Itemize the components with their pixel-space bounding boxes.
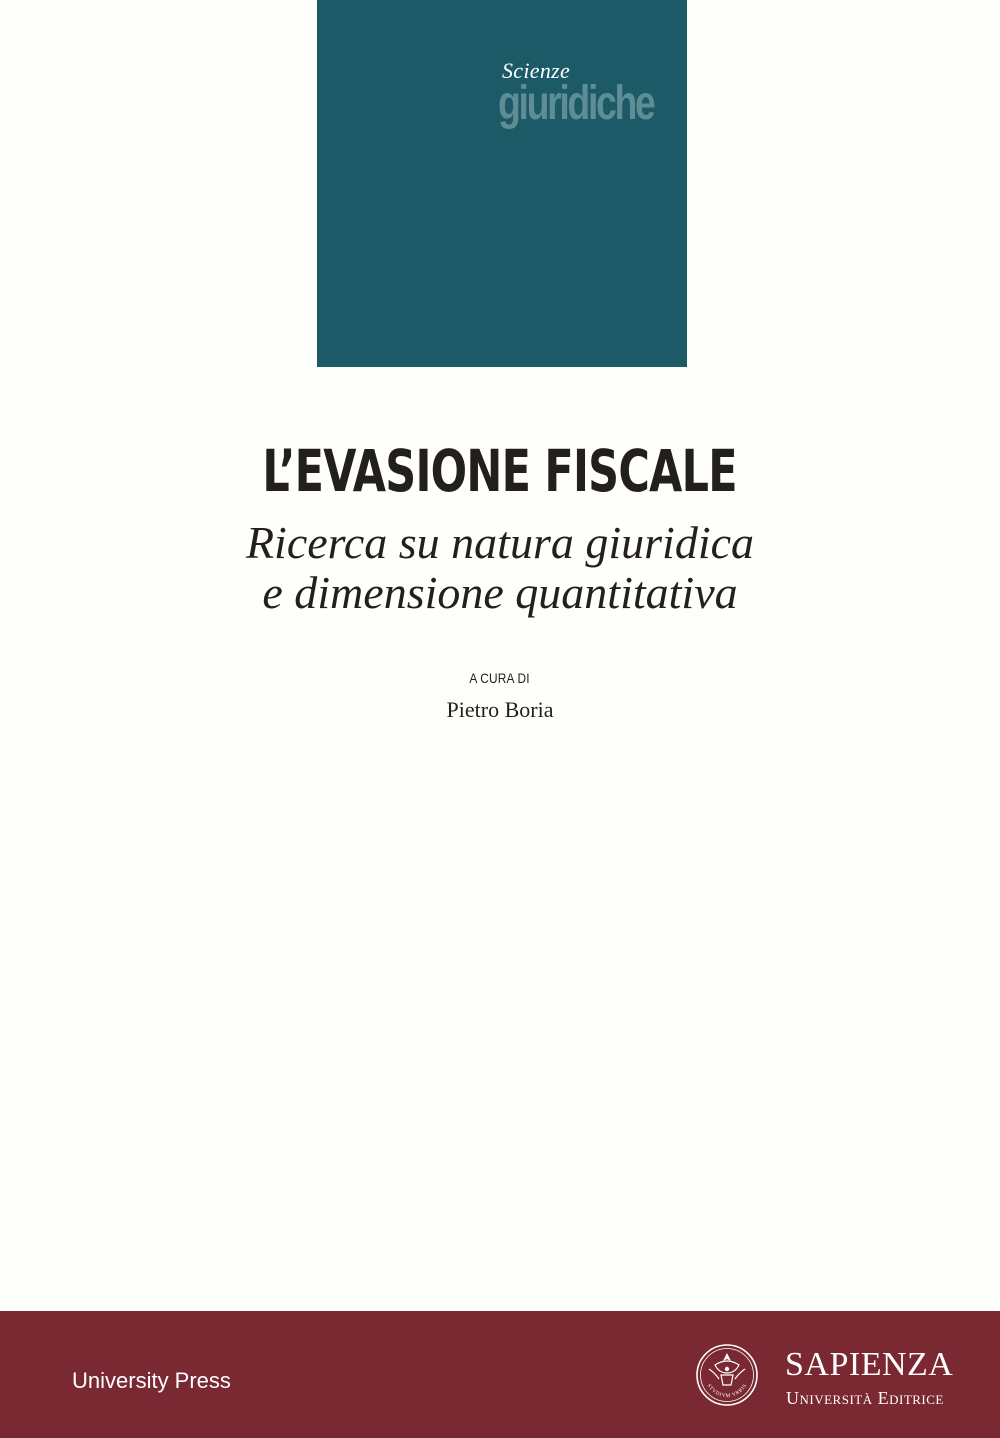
book-title: L’EVASIONE FISCALE [262,437,738,505]
curator-label: A CURA DI [469,670,531,686]
sapienza-wordmark: SAPIENZA [785,1346,954,1383]
curator-name: Pietro Boria [446,697,554,722]
series-label-giuridiche: giuridiche [498,77,654,130]
book-subtitle-line2: e dimensione quantitativa [262,567,738,618]
sapienza-subtitle: Università Editrice [786,1388,944,1408]
series-block [317,0,687,367]
book-subtitle-line1: Ricerca su natura giuridica [245,517,755,568]
footer-band [0,1311,1000,1438]
university-press-label: University Press [72,1368,231,1393]
seal-text: STVDIVM VRBIS [705,1382,749,1400]
sapienza-seal-icon [695,1343,759,1407]
series-label-scienze: Scienze [502,58,571,83]
